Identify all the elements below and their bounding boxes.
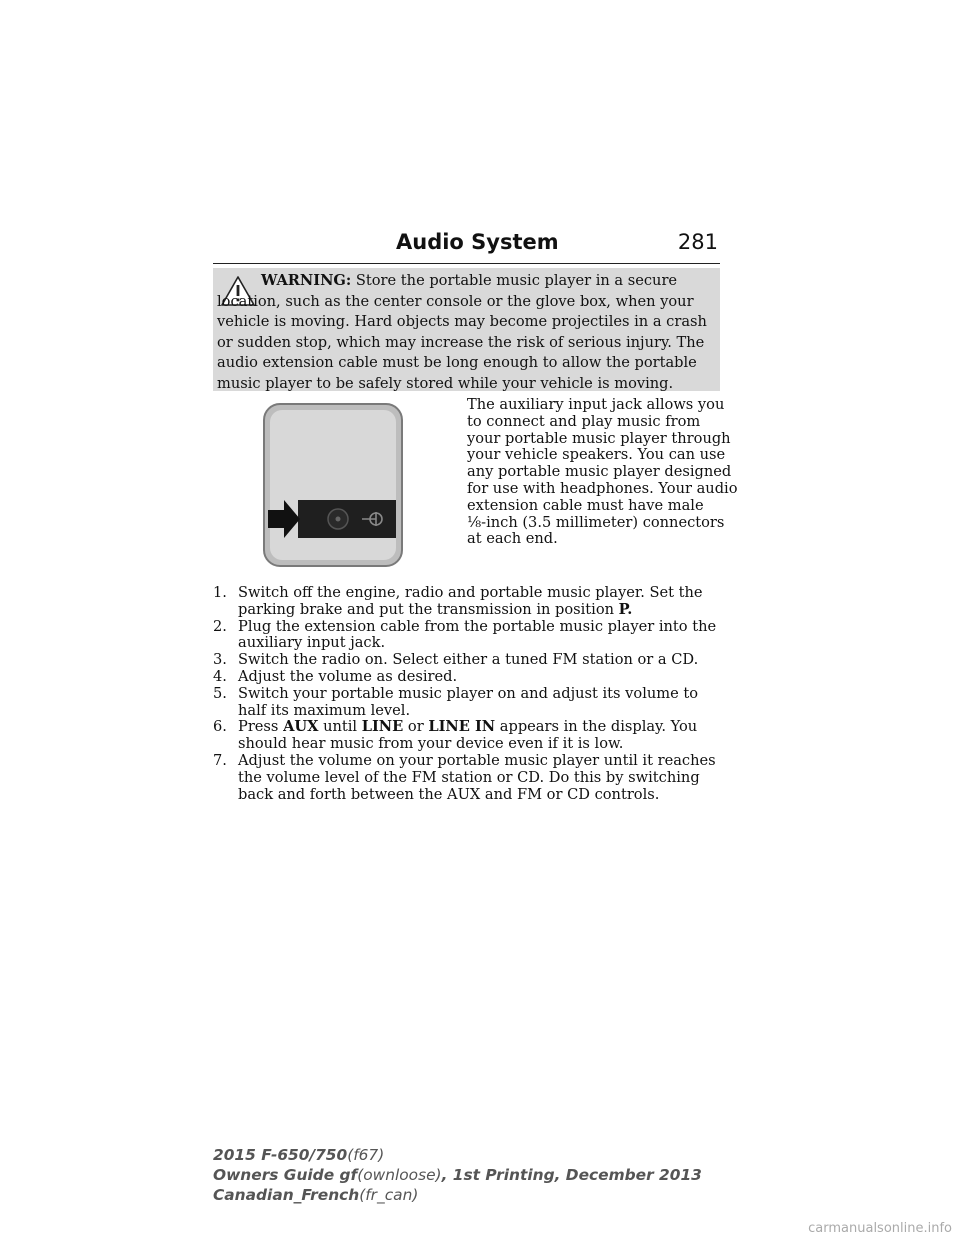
step-text xyxy=(238,719,723,753)
list-item xyxy=(213,619,723,653)
step-bold: P. xyxy=(618,600,633,618)
step-text-part: until xyxy=(318,718,362,736)
list-item xyxy=(213,652,723,669)
step-number: 4. xyxy=(213,667,227,685)
desc-line: your vehicle speakers. You can use xyxy=(467,446,726,464)
desc-line: The auxiliary input jack allows you xyxy=(467,396,725,413)
footer-line xyxy=(213,1185,702,1205)
desc-line: ⅛-inch (3.5 millimeter) connectors xyxy=(467,513,725,531)
step-text-part: Press xyxy=(238,718,284,736)
warning-label: WARNING: xyxy=(261,272,352,289)
footer-binding: (ownloose) xyxy=(357,1166,442,1184)
step-number: 2. xyxy=(213,617,227,635)
step-text-part: or xyxy=(403,718,429,736)
list-item xyxy=(213,753,723,803)
line-label: LINE xyxy=(361,718,404,736)
step-text: Switch your portable music player on and adjust its volume to half its maximum level. xyxy=(238,684,699,719)
list-item xyxy=(213,686,723,720)
step-text: Switch the radio on. Select either a tuned FM station or a CD. xyxy=(238,651,699,669)
step-number: 5. xyxy=(213,684,227,702)
aux-button-label: AUX xyxy=(283,718,319,736)
footer-locale: Canadian_French xyxy=(213,1186,360,1204)
footer-line xyxy=(213,1165,702,1185)
desc-line: at each end. xyxy=(467,530,558,548)
aux-description xyxy=(467,396,738,548)
step-number: 6. xyxy=(213,718,227,736)
step-number: 7. xyxy=(213,751,227,769)
footer-printing: , 1st Printing, December 2013 xyxy=(441,1166,702,1184)
step-number: 3. xyxy=(213,651,227,669)
desc-line: your portable music player through xyxy=(467,429,731,447)
step-text: Adjust the volume as desired. xyxy=(238,667,458,685)
watermark: carmanualsonline.info xyxy=(808,1221,952,1236)
desc-line: for use with headphones. Your audio xyxy=(467,479,738,497)
warning-box xyxy=(213,268,720,391)
page-header xyxy=(213,229,720,264)
step-text xyxy=(238,585,723,619)
footer-code: (f67) xyxy=(347,1146,385,1164)
step-text: Adjust the volume on your portable music player until it reaches the volume level of the FM station or CD. Do this by switching back and forth between the AUX and FM or CD controls. xyxy=(238,751,716,803)
list-item xyxy=(213,585,723,619)
warning-text xyxy=(217,271,717,394)
desc-line: extension cable must have male xyxy=(467,496,704,514)
step-text-part: appears in the display. You should hear music from your device even if it is low. xyxy=(238,718,698,753)
footer-line xyxy=(213,1145,702,1165)
aux-jack-illustration xyxy=(260,400,406,570)
section-title: Audio System xyxy=(396,230,559,254)
desc-line: to connect and play music from xyxy=(467,412,701,430)
warning-body: Store the portable music player in a secure location, such as the center console or the glove box, when your vehicle is moving. Hard objects may become projectiles in a crash or sudden stop, which may increase the risk of serious injury. The audio extension cable must be long enough to allow the portable music player to be safely stored while your vehicle is moving. xyxy=(217,272,707,392)
footer-locale-code: (fr_can) xyxy=(359,1186,419,1204)
list-item xyxy=(213,669,723,686)
instruction-steps xyxy=(213,585,723,803)
step-text-part: Switch off the engine, radio and portable music player. Set the parking brake and put the transmission in position xyxy=(238,584,703,618)
step-number: 1. xyxy=(213,584,227,601)
document-footer xyxy=(213,1145,702,1205)
footer-guide: Owners Guide gf xyxy=(213,1166,358,1184)
list-item xyxy=(213,719,723,753)
step-text: Plug the extension cable from the portable music player into the auxiliary input jack. xyxy=(238,617,717,652)
page-number: 281 xyxy=(677,230,718,254)
footer-model: 2015 F-650/750 xyxy=(213,1146,348,1164)
desc-line: any portable music player designed xyxy=(467,463,732,481)
line-in-label: LINE IN xyxy=(428,718,496,736)
